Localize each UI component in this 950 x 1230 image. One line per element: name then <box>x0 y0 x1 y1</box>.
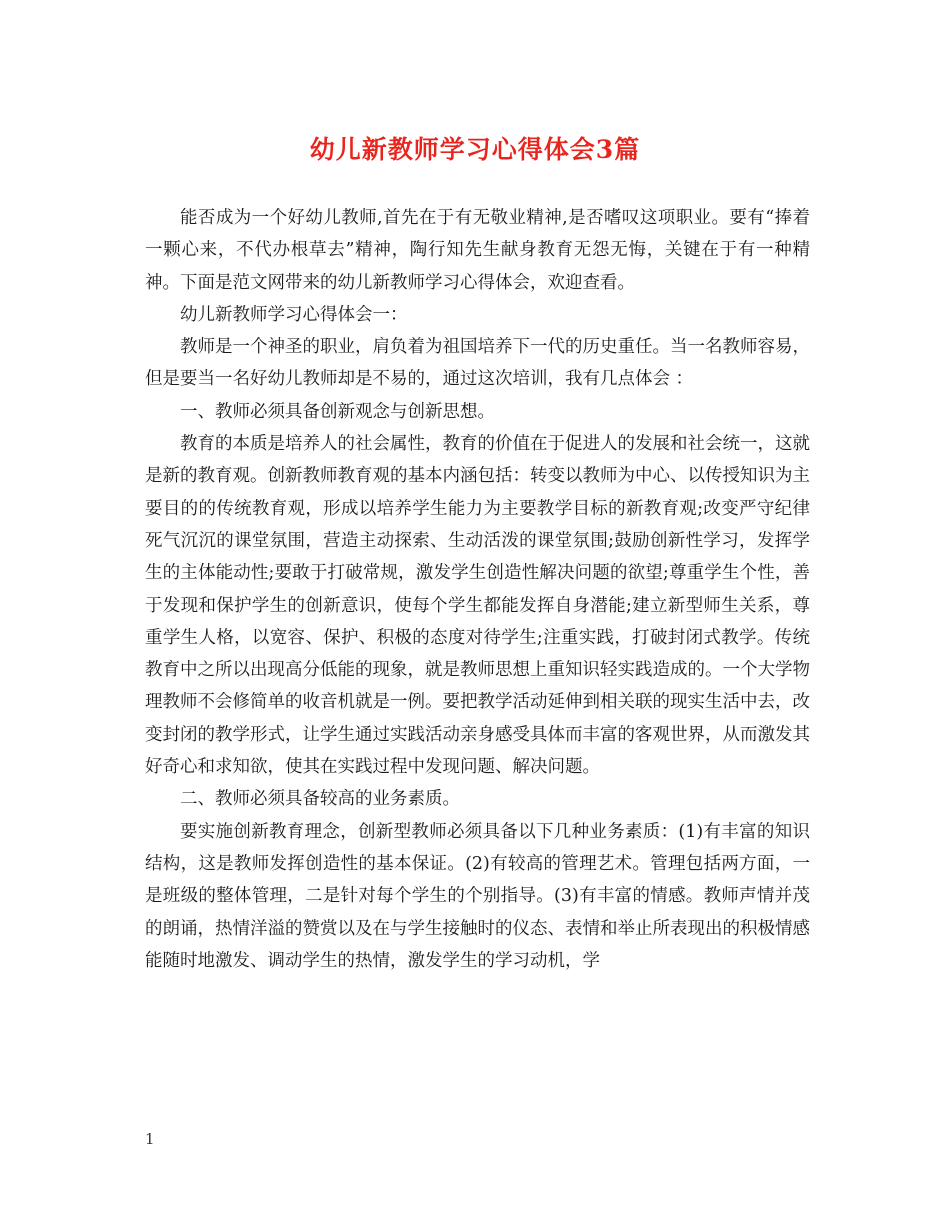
page-number: 1 <box>145 1130 155 1148</box>
paragraph-point-1-heading: 一、教师必须具备创新观念与创新思想。 <box>180 401 495 422</box>
paragraph-point-2-heading: 二、教师必须具备较高的业务素质。 <box>180 789 460 810</box>
paragraph-point-2-body: 要实施创新教育理念，创新型教师必须具备以下几种业务素质：(1)有丰富的知识结构，这是教师发挥创造性的基本保证。(2)有较高的管理艺术。管理包括两方面，一是班级的整体管理，二是针对每个学生的个别指导。(3)有丰富的情感。教师声情并茂的朗诵，热情洋溢的赞赏以及在与学生接触时的仪态、表情和举止所表现出的积极情感能随时地激发、调动学生的热情，激发学生的学习动机，学 <box>145 821 810 971</box>
document-body <box>145 202 810 977</box>
paragraph-section-heading-1: 幼儿新教师学习心得体会一： <box>180 304 408 325</box>
paragraph-teacher-role: 教师是一个神圣的职业，肩负着为祖国培养下一代的历史重任。当一名教师容易，但是要当一名好幼儿教师却是不易的，通过这次培训，我有几点体会 ： <box>145 337 810 390</box>
paragraph-point-1-body: 教育的本质是培养人的社会属性，教育的价值在于促进人的发展和社会统一，这就是新的教育观。创新教师教育观的基本内涵包括：转变以教师为中心、以传授知识为主要目的的传统教育观，形成以培养学生能力为主要教学目标的新教育观;改变严守纪律死气沉沉的课堂氛围，营造主动探索、生动活泼的课堂氛围;鼓励创新性学习，发挥学生的主体能动性;要敢于打破常规，激发学生创造性解决问题的欲望;尊重学生个性，善于发现和保护学生的创新意识，使每个学生都能发挥自身潜能;建立新型师生关系，尊重学生人格，以宽容、保护、积极的态度对待学生;注重实践，打破封闭式教学。传统教育中之所以出现高分低能的现象，就是教师思想上重知识轻实践造成的。一个大学物理教师不会修简单的收音机就是一例。要把教学活动延伸到相关联的现实生活中去，改变封闭的教学形式，让学生通过实践活动亲身感受具体而丰富的客观世界，从而激发其好奇心和求知欲，使其在实践过程中发现问题、解决问题。 <box>145 434 810 778</box>
document-title: 幼儿新教师学习心得体会3篇 <box>309 135 641 164</box>
paragraph-intro: 能否成为一个好幼儿教师,首先在于有无敬业精神,是否嗜叹这项职业。要有“捧着一颗心来，不代办根草去”精神，陶行知先生献身教育无怨无悔，关键在于有一种精神。下面是范文网带来的幼儿新教师学习心得体会，欢迎查看。 <box>145 208 810 293</box>
